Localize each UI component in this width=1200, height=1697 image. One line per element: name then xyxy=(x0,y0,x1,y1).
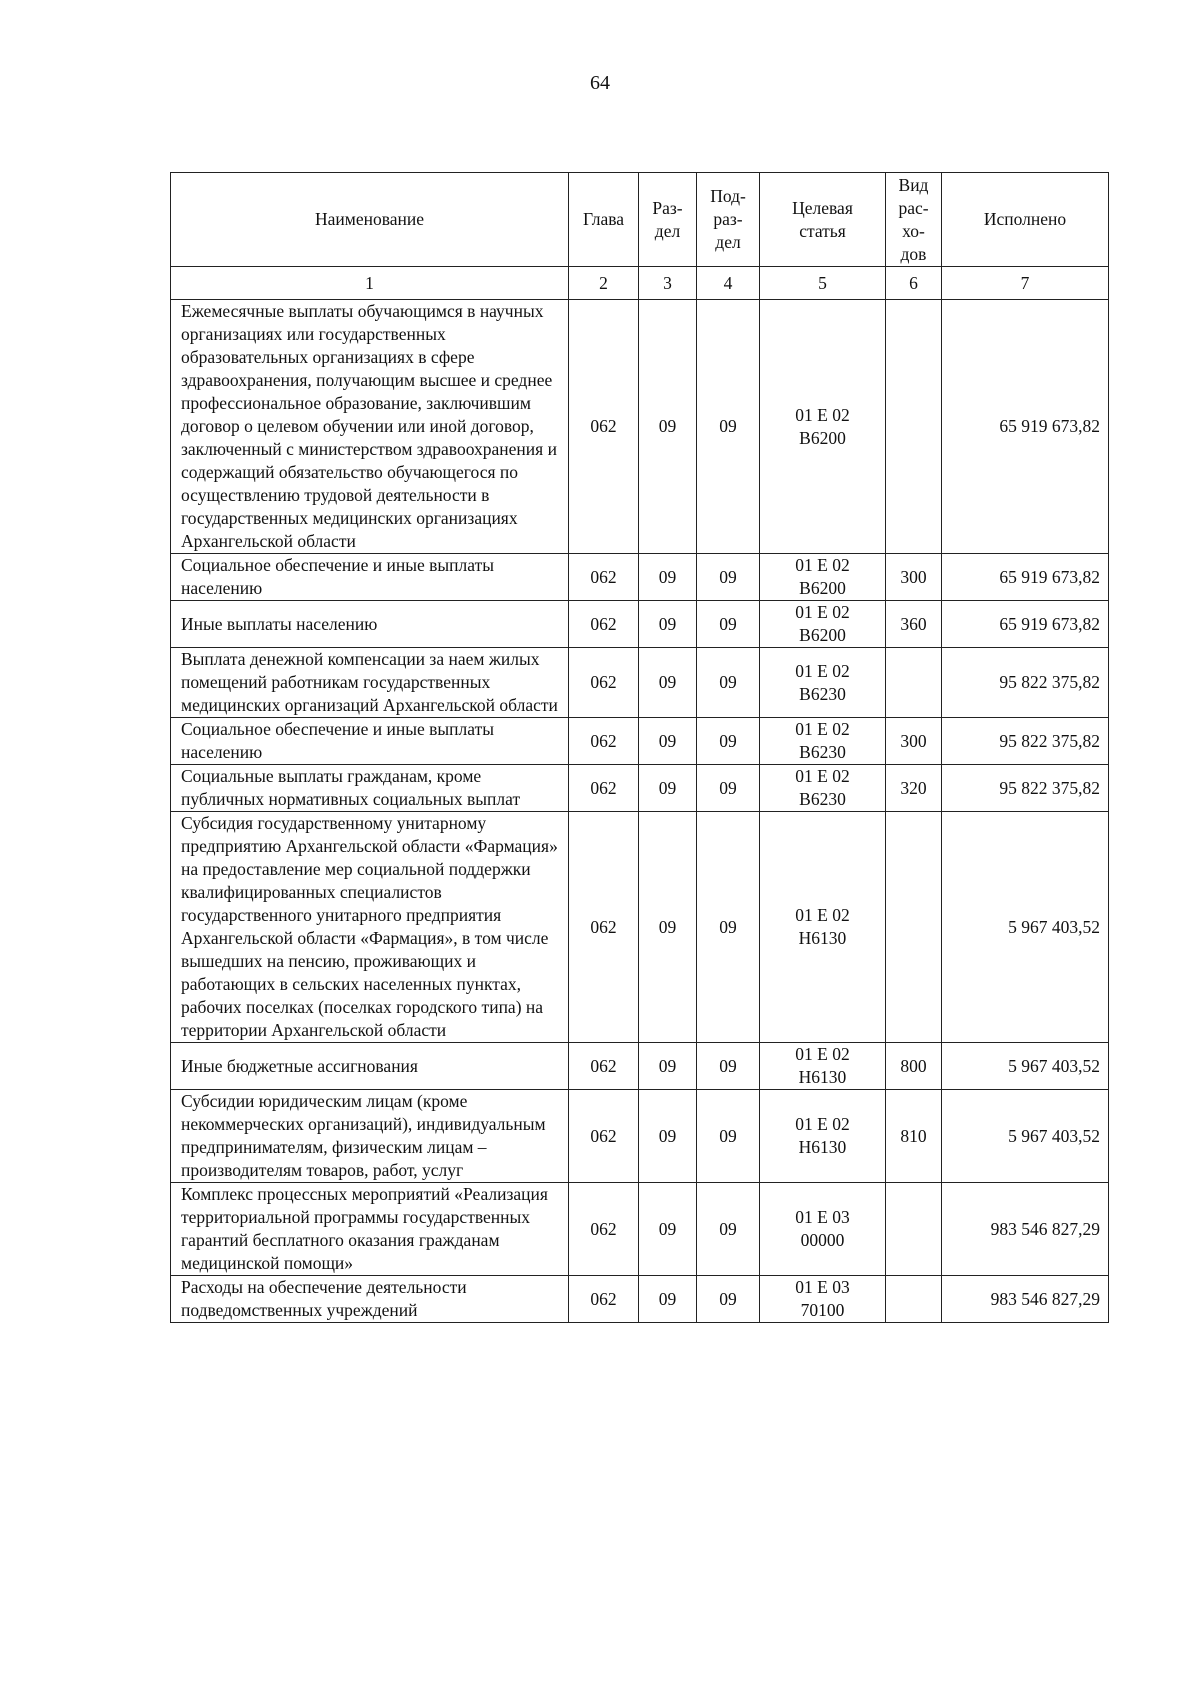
row-chapter: 062 xyxy=(569,1090,639,1183)
table-row xyxy=(171,718,1109,765)
row-executed: 5 967 403,52 xyxy=(942,1090,1109,1183)
row-expense-type: 320 xyxy=(886,765,942,812)
target-article-suffix: В6230 xyxy=(799,789,846,809)
row-subsection: 09 xyxy=(697,300,760,554)
header-expense-type: Вид рас- хо- дов xyxy=(886,173,942,267)
target-article-suffix: Н6130 xyxy=(798,1067,847,1087)
row-section: 09 xyxy=(639,765,697,812)
row-executed: 5 967 403,52 xyxy=(942,1043,1109,1090)
table-row xyxy=(171,1183,1109,1276)
column-number: 4 xyxy=(697,267,760,300)
column-number: 2 xyxy=(569,267,639,300)
table-row xyxy=(171,300,1109,554)
row-target-article xyxy=(760,1276,886,1323)
row-subsection: 09 xyxy=(697,601,760,648)
row-target-article xyxy=(760,1090,886,1183)
row-executed: 65 919 673,82 xyxy=(942,300,1109,554)
header-target-article: Целевая статья xyxy=(760,173,886,267)
row-target-article xyxy=(760,648,886,718)
row-expense-type xyxy=(886,648,942,718)
target-article-code: 01 Е 02 xyxy=(795,660,850,681)
target-article-suffix: Н6130 xyxy=(798,1137,847,1157)
row-section: 09 xyxy=(639,718,697,765)
column-number: 3 xyxy=(639,267,697,300)
row-expense-type: 300 xyxy=(886,718,942,765)
target-article-code: 01 Е 02 xyxy=(795,905,850,925)
row-executed: 95 822 375,82 xyxy=(942,765,1109,812)
target-article-suffix: Н6130 xyxy=(798,928,847,948)
row-chapter: 062 xyxy=(569,718,639,765)
target-article-code: 01 Е 02 xyxy=(795,1044,850,1064)
target-article-suffix: В6230 xyxy=(799,742,846,762)
row-executed: 65 919 673,82 xyxy=(942,554,1109,601)
target-article-suffix: В6200 xyxy=(799,427,846,448)
row-chapter: 062 xyxy=(569,812,639,1043)
row-target-article xyxy=(760,1183,886,1276)
row-target-article xyxy=(760,601,886,648)
row-subsection: 09 xyxy=(697,718,760,765)
table-row xyxy=(171,601,1109,648)
row-expense-type: 300 xyxy=(886,554,942,601)
header-executed: Исполнено xyxy=(942,173,1109,267)
row-section: 09 xyxy=(639,554,697,601)
row-chapter: 062 xyxy=(569,1043,639,1090)
header-chapter: Глава xyxy=(569,173,639,267)
row-target-article xyxy=(760,300,886,554)
row-chapter: 062 xyxy=(569,1183,639,1276)
row-name: Ежемесячные выплаты обучающимся в научных организациях или государственных образовательных организациях в сфере здравоохранения, получающим высшее и среднее профессиональное образование, заключившим договор о целевом обучении или иной договор, заключенный с министерством здравоохранения и содержащий обязательство обучающегося по осуществлению трудовой деятельности в государственных медицинских организациях Архангельской области xyxy=(171,300,569,554)
target-article-code: 01 Е 03 xyxy=(795,1207,850,1227)
column-number: 1 xyxy=(171,267,569,300)
target-article-suffix: В6200 xyxy=(799,578,846,598)
target-article-code: 01 Е 02 xyxy=(795,602,850,622)
row-name: Социальное обеспечение и иные выплаты населению xyxy=(171,718,569,765)
row-subsection: 09 xyxy=(697,1090,760,1183)
row-section: 09 xyxy=(639,601,697,648)
row-executed: 95 822 375,82 xyxy=(942,648,1109,718)
row-subsection: 09 xyxy=(697,765,760,812)
column-number-row xyxy=(171,267,1109,300)
table-row xyxy=(171,648,1109,718)
row-target-article xyxy=(760,765,886,812)
column-number: 5 xyxy=(760,267,886,300)
page-number: 64 xyxy=(590,72,610,94)
row-executed: 5 967 403,52 xyxy=(942,812,1109,1043)
row-expense-type xyxy=(886,300,942,554)
row-target-article xyxy=(760,1043,886,1090)
row-executed: 983 546 827,29 xyxy=(942,1276,1109,1323)
row-expense-type: 800 xyxy=(886,1043,942,1090)
row-chapter: 062 xyxy=(569,1276,639,1323)
row-name: Комплекс процессных мероприятий «Реализация территориальной программы государственных гарантий бесплатного оказания гражданам медицинской помощи» xyxy=(171,1183,569,1276)
row-expense-type xyxy=(886,1276,942,1323)
row-subsection: 09 xyxy=(697,1276,760,1323)
target-article-code: 01 Е 02 xyxy=(795,719,850,739)
row-executed: 95 822 375,82 xyxy=(942,718,1109,765)
row-section: 09 xyxy=(639,300,697,554)
row-chapter: 062 xyxy=(569,648,639,718)
target-article-suffix: 70100 xyxy=(800,1300,845,1320)
row-chapter: 062 xyxy=(569,300,639,554)
target-article-code: 01 Е 02 xyxy=(795,555,850,575)
row-name: Социальное обеспечение и иные выплаты населению xyxy=(171,554,569,601)
target-article-code: 01 Е 02 xyxy=(795,404,850,425)
row-name: Социальные выплаты гражданам, кроме публичных нормативных социальных выплат xyxy=(171,765,569,812)
row-name: Субсидия государственному унитарному предприятию Архангельской области «Фармация» на предоставление мер социальной поддержки квалифицированных специалистов государственного унитарного предприятия Архангельской области «Фармация», в том числе вышедших на пенсию, проживающих и работающих в сельских населенных пунктах, рабочих поселках (поселках городского типа) на территории Архангельской области xyxy=(171,812,569,1043)
row-chapter: 062 xyxy=(569,601,639,648)
table-row xyxy=(171,1090,1109,1183)
header-subsection: Под- раз- дел xyxy=(697,173,760,267)
row-expense-type xyxy=(886,812,942,1043)
row-subsection: 09 xyxy=(697,812,760,1043)
row-executed: 65 919 673,82 xyxy=(942,601,1109,648)
row-name: Расходы на обеспечение деятельности подведомственных учреждений xyxy=(171,1276,569,1323)
row-target-article xyxy=(760,812,886,1043)
row-section: 09 xyxy=(639,648,697,718)
row-target-article xyxy=(760,554,886,601)
row-subsection: 09 xyxy=(697,648,760,718)
table-row xyxy=(171,554,1109,601)
table-row xyxy=(171,1043,1109,1090)
row-name: Иные бюджетные ассигнования xyxy=(171,1043,569,1090)
table-row xyxy=(171,1276,1109,1323)
row-chapter: 062 xyxy=(569,554,639,601)
row-section: 09 xyxy=(639,812,697,1043)
row-section: 09 xyxy=(639,1090,697,1183)
table-row xyxy=(171,812,1109,1043)
row-target-article xyxy=(760,718,886,765)
target-article-suffix: В6230 xyxy=(799,683,846,704)
row-name: Иные выплаты населению xyxy=(171,601,569,648)
row-subsection: 09 xyxy=(697,1183,760,1276)
target-article-code: 01 Е 03 xyxy=(795,1277,850,1297)
target-article-code: 01 Е 02 xyxy=(795,766,850,786)
target-article-code: 01 Е 02 xyxy=(795,1114,850,1134)
target-article-suffix: 00000 xyxy=(800,1230,845,1250)
row-chapter: 062 xyxy=(569,765,639,812)
row-section: 09 xyxy=(639,1183,697,1276)
target-article-suffix: В6200 xyxy=(799,625,846,645)
row-name: Субсидии юридическим лицам (кроме некоммерческих организаций), индивидуальным предпринимателям, физическим лицам – производителям товаров, работ, услуг xyxy=(171,1090,569,1183)
row-subsection: 09 xyxy=(697,554,760,601)
column-number: 6 xyxy=(886,267,942,300)
row-expense-type: 360 xyxy=(886,601,942,648)
row-subsection: 09 xyxy=(697,1043,760,1090)
row-name: Выплата денежной компенсации за наем жилых помещений работникам государственных медицинских организаций Архангельской области xyxy=(171,648,569,718)
column-number: 7 xyxy=(942,267,1109,300)
header-name: Наименование xyxy=(171,173,569,267)
row-expense-type: 810 xyxy=(886,1090,942,1183)
row-expense-type xyxy=(886,1183,942,1276)
table-row xyxy=(171,765,1109,812)
header-section: Раз- дел xyxy=(639,173,697,267)
row-section: 09 xyxy=(639,1276,697,1323)
row-section: 09 xyxy=(639,1043,697,1090)
row-executed: 983 546 827,29 xyxy=(942,1183,1109,1276)
header-row xyxy=(171,173,1109,267)
budget-table xyxy=(170,172,1109,1323)
